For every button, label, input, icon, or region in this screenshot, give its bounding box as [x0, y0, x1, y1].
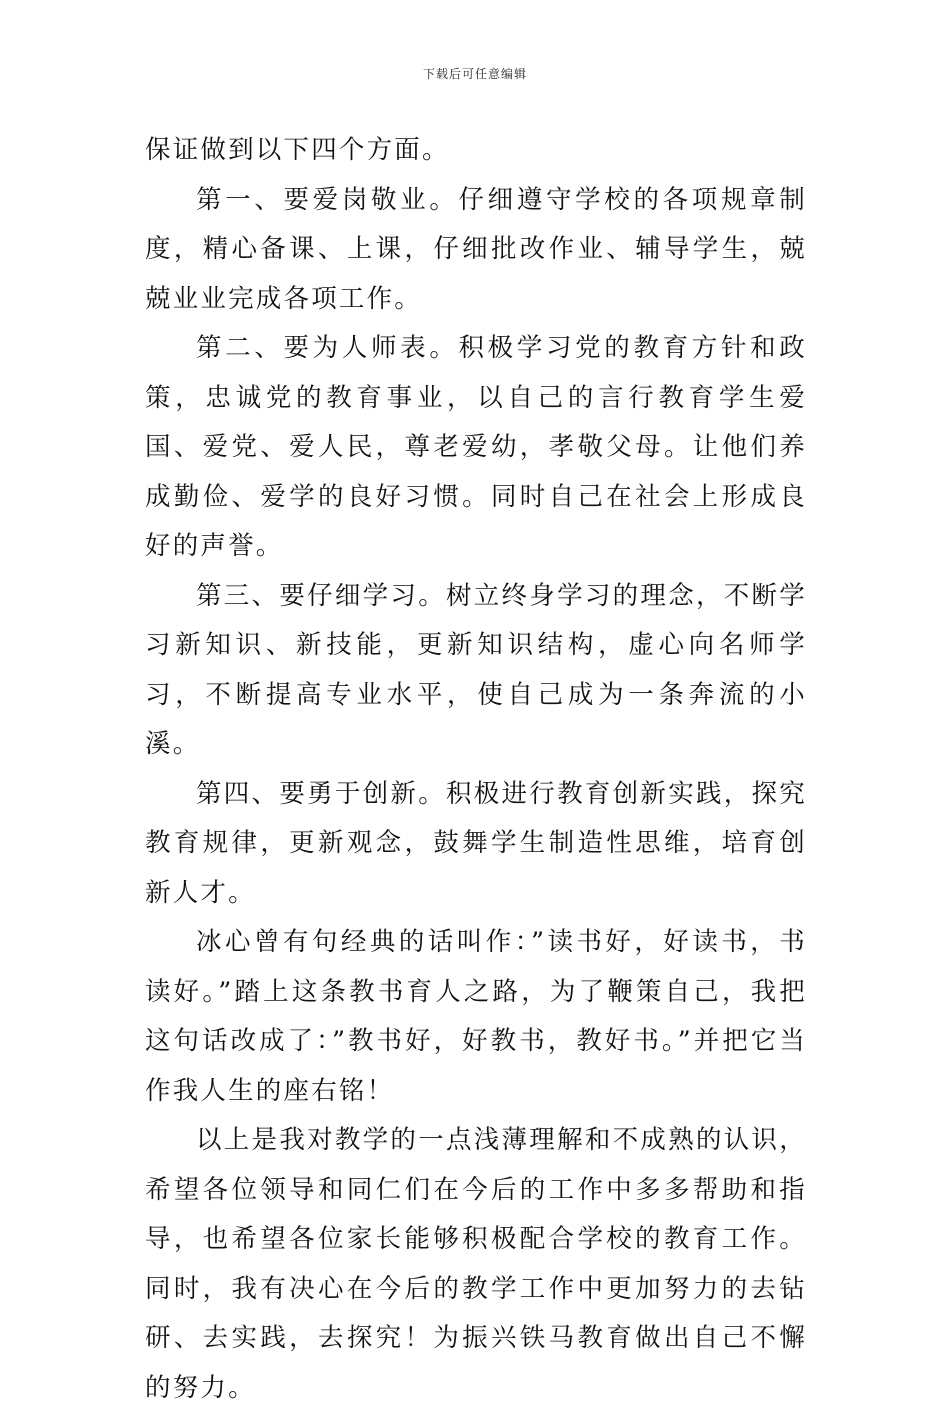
page-header: 下载后可任意编辑 — [422, 67, 527, 81]
document-body — [145, 126, 807, 1413]
paragraph-point-two: 第二、要为人师表。积极学习党的教育方针和政策，忠诚党的教育事业，以自己的言行教育学生爱国、爱党、爱人民，尊老爱幼，孝敬父母。让他们养成勤俭、爱学的良好习惯。同时自己在社会上形成良好的声誉。 — [145, 333, 807, 561]
paragraph-quote: 冰心曾有句经典的话叫作：”读书好，好读书，书读好。”踏上这条教书育人之路，为了鞭策自己，我把这句话改成了：”教书好，好教书，教好书。”并把它当作我人生的座右铭！ — [145, 927, 807, 1106]
paragraph-point-four: 第四、要勇于创新。积极进行教育创新实践，探究教育规律，更新观念，鼓舞学生制造性思维，培育创新人才。 — [145, 778, 807, 908]
paragraph-intro-continuation: 保证做到以下四个方面。 — [145, 135, 450, 165]
paragraph-point-one: 第一、要爱岗敬业。仔细遵守学校的各项规章制度，精心备课、上课，仔细批改作业、辅导学生，兢兢业业完成各项工作。 — [145, 184, 807, 314]
paragraph-point-three: 第三、要仔细学习。树立终身学习的理念，不断学习新知识、新技能，更新知识结构，虚心向名师学习，不断提高专业水平，使自己成为一条奔流的小溪。 — [145, 580, 807, 759]
paragraph-closing: 以上是我对教学的一点浅薄理解和不成熟的认识，希望各位领导和同仁们在今后的工作中多多帮助和指导，也希望各位家长能够积极配合学校的教育工作。同时，我有决心在今后的教学工作中更加努力的去钻研、去实践，去探究！为振兴铁马教育做出自己不懈的努力。 — [145, 1125, 807, 1403]
